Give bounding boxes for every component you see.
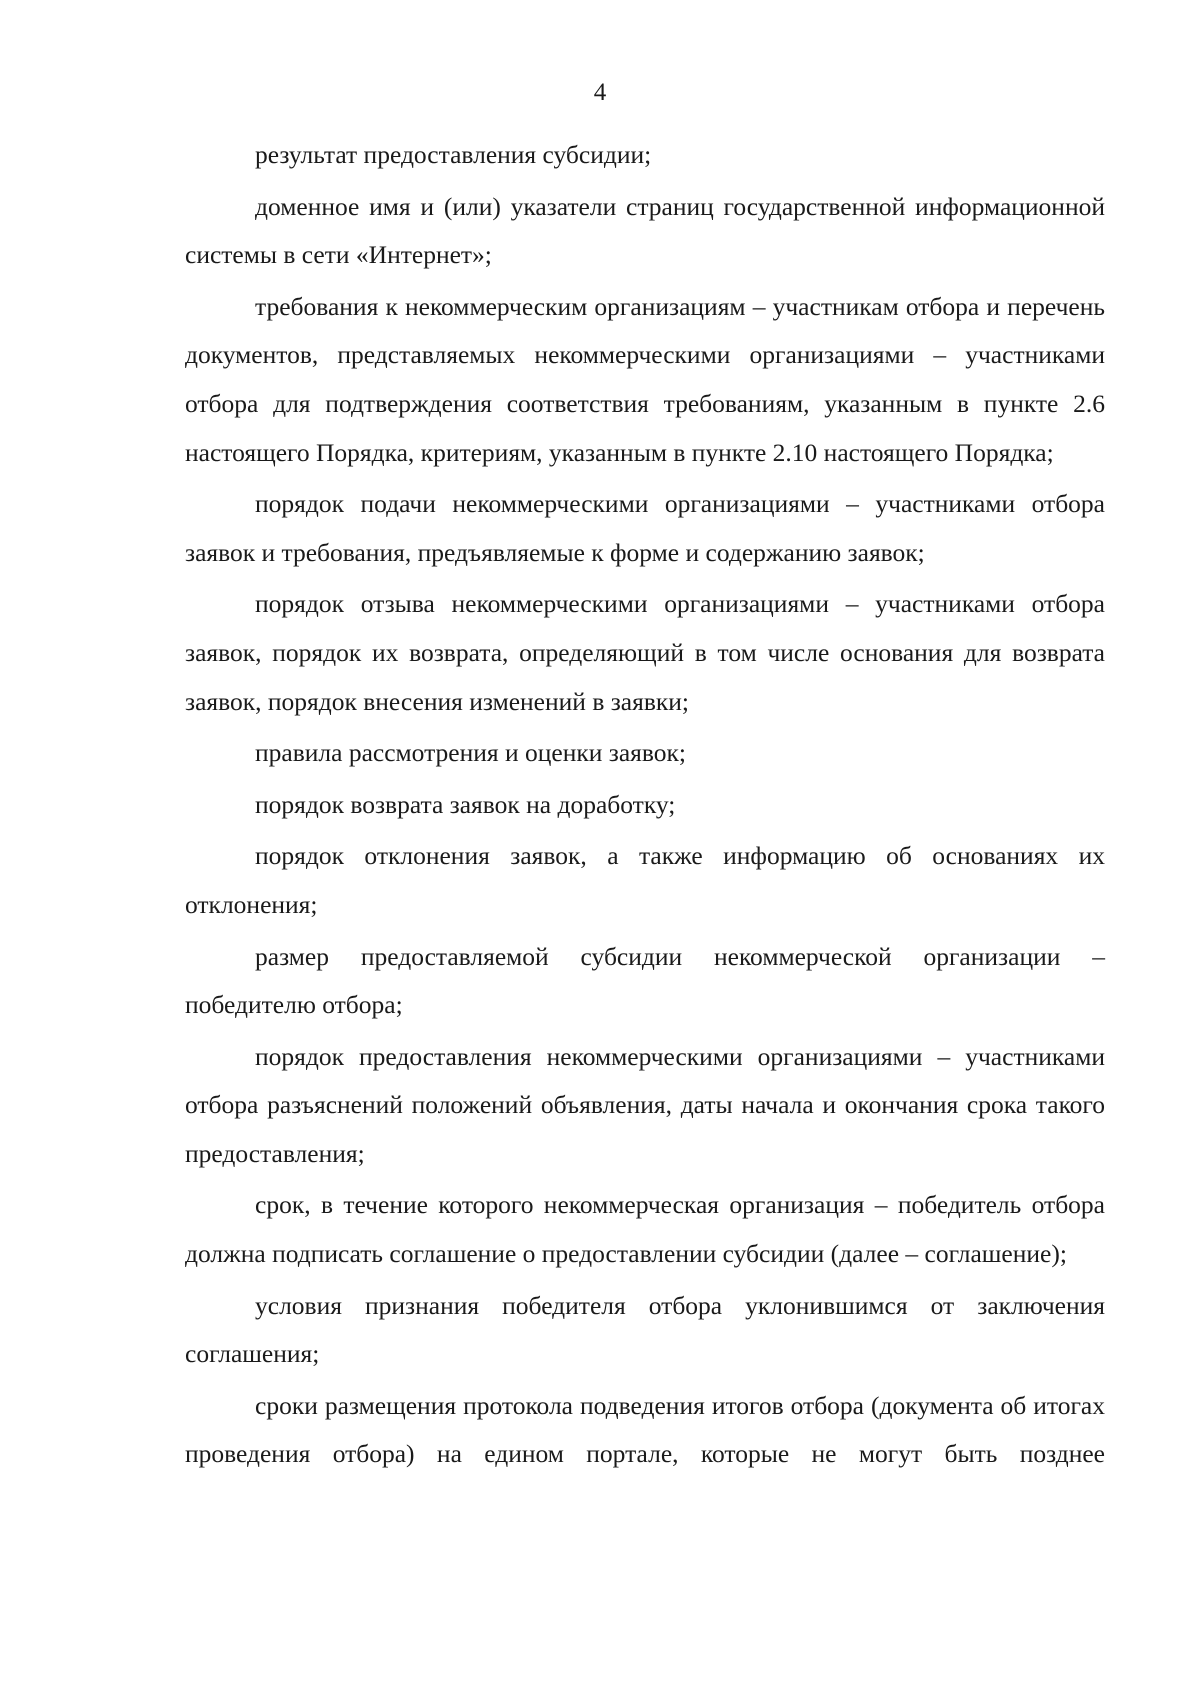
paragraph-subsidy-result: результат предоставления субсидии; bbox=[255, 140, 652, 169]
paragraph-participant-requirements: требования к некоммерческим организациям – участникам отбора и перечень документов, представляемых некоммерческими организациями – участниками отбора для подтверждения соответствия требованиям, указанным в пункте 2.6 настоящего Порядка, критериям, указанным в пункте 2.10 настоящего Порядка; bbox=[185, 291, 1105, 467]
paragraph-clarifications: порядок предоставления некоммерческими организациями – участниками отбора разъяснений положений объявления, даты начала и окончания срока такого предоставления; bbox=[185, 1041, 1105, 1168]
paragraph-return-for-revision: порядок возврата заявок на доработку; bbox=[255, 789, 676, 819]
paragraph-agreement-deadline: срок, в течение которого некоммерческая организация – победитель отбора должна подписать соглашение о предоставлении субсидии (далее – соглашение); bbox=[185, 1190, 1105, 1269]
paragraph-domain-name: доменное имя и (или) указатели страниц государственной информационной системы в сети «Интернет»; bbox=[185, 191, 1105, 270]
paragraph-application-submission: порядок подачи некоммерческими организациями – участниками отбора заявок и требования, предъявляемые к форме и содержанию заявок; bbox=[185, 489, 1105, 567]
paragraph-review-rules: правила рассмотрения и оценки заявок; bbox=[255, 738, 686, 768]
paragraph-protocol-publication: сроки размещения протокола подведения итогов отбора (документа об итогах проведения отбора) на едином портале, которые не могут быть позднее bbox=[185, 1390, 1105, 1469]
page-number: 4 bbox=[593, 79, 607, 106]
document-body bbox=[185, 131, 1105, 1482]
paragraph-application-withdrawal: порядок отзыва некоммерческими организациями – участниками отбора заявок, порядок их возврата, определяющий в том числе основания для возврата заявок, порядок внесения изменений в заявки; bbox=[185, 589, 1105, 716]
paragraph-evasion-conditions: условия признания победителя отбора уклонившимся от заключения соглашения; bbox=[185, 1290, 1105, 1369]
paragraph-rejection: порядок отклонения заявок, а также информацию об основаниях их отклонения; bbox=[185, 841, 1105, 919]
paragraph-subsidy-size: размер предоставляемой субсидии некоммерческой организации – победителю отбора; bbox=[185, 941, 1105, 1020]
